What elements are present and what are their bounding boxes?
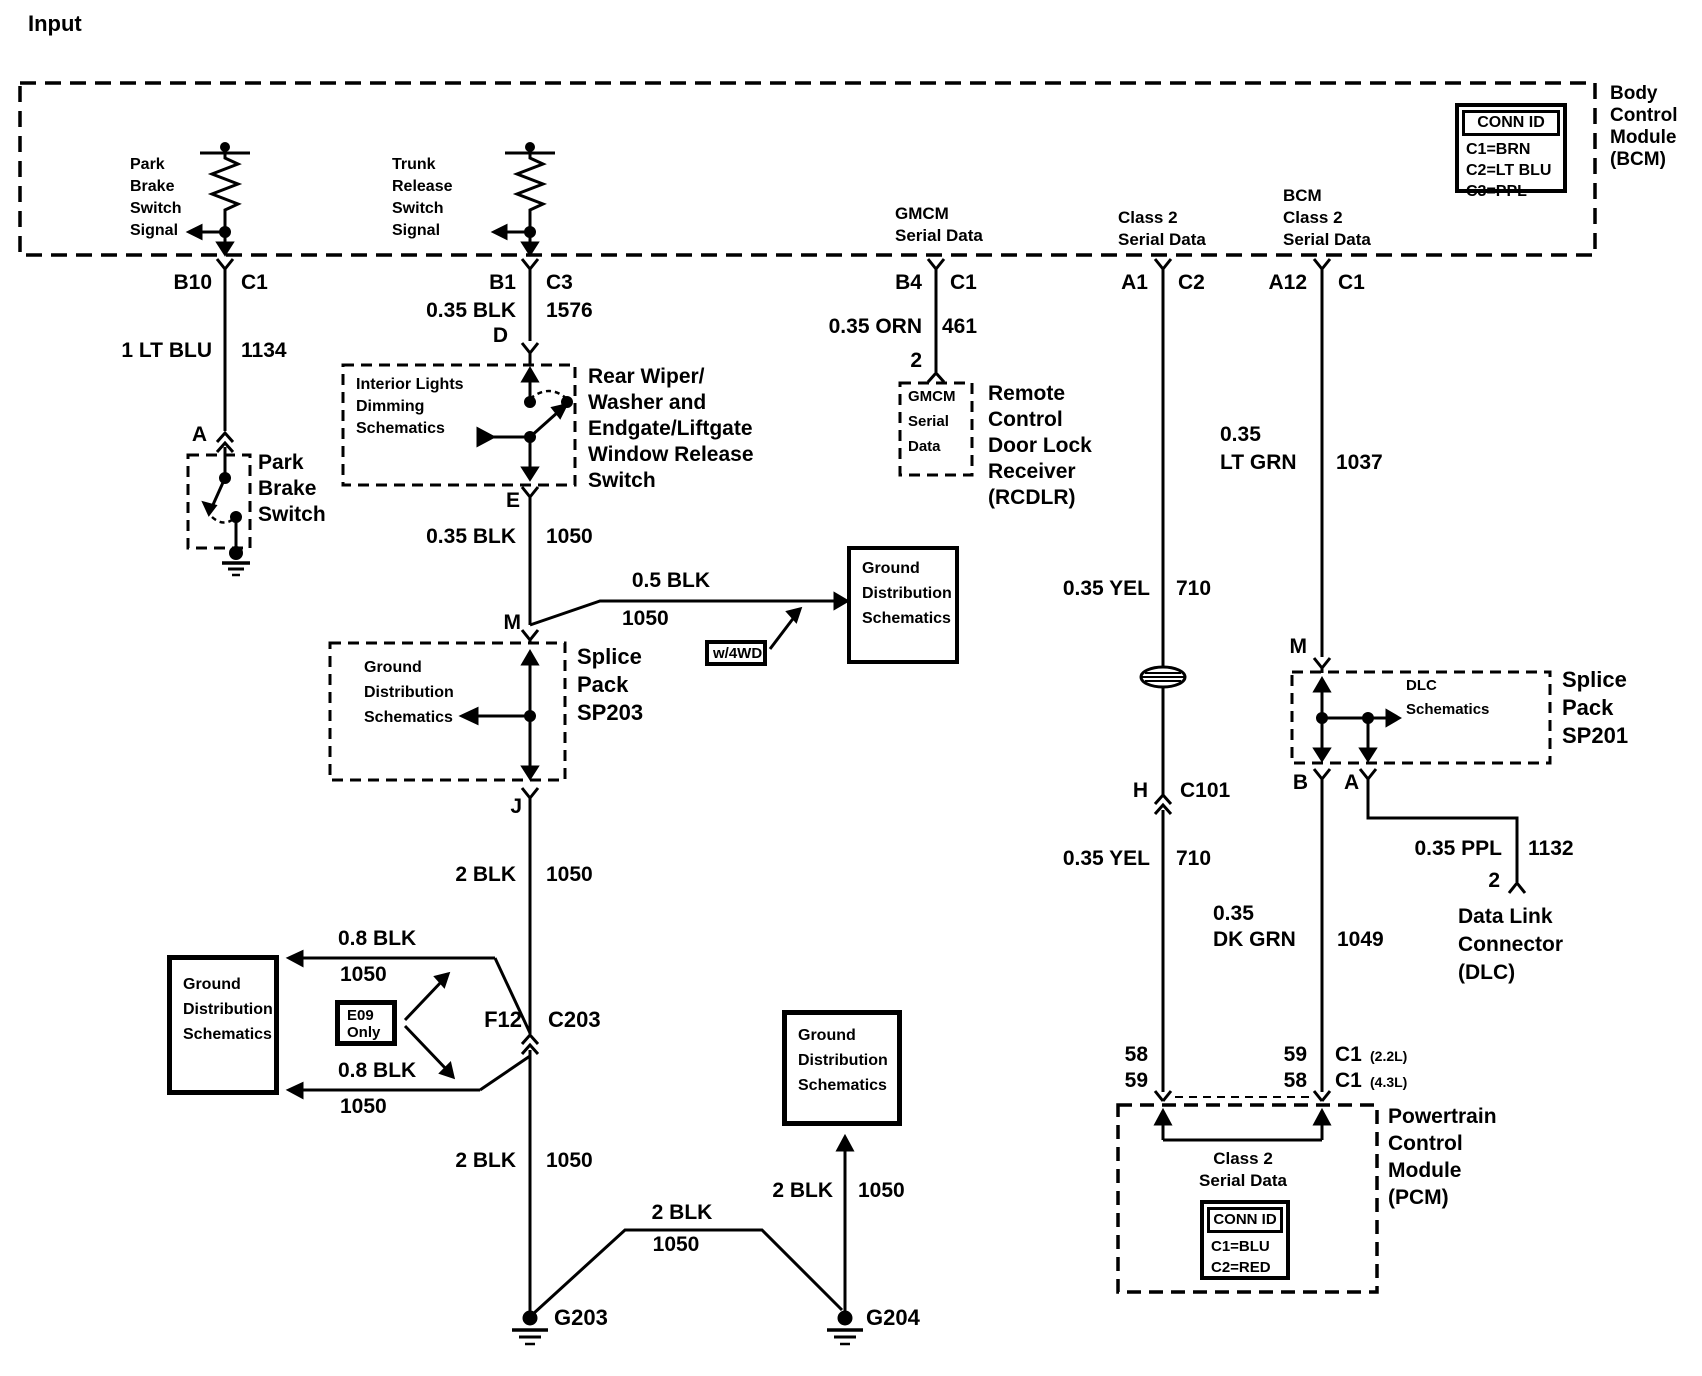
rcdlr-box-line: Serial [908, 413, 949, 430]
pin-a1-conn: C2 [1178, 271, 1205, 294]
interior-lights-label: Dimming [356, 398, 425, 415]
bcm-conn-id-title: CONN ID [1462, 110, 1560, 136]
sp201-b-wire [1314, 769, 1330, 1101]
rcdlr-box-line: Data [908, 438, 941, 455]
pin-a1: A1 [1121, 271, 1148, 294]
sp201-label: Splice [1562, 667, 1627, 692]
rear-wiper-label: Switch [588, 469, 656, 492]
pin-h: H [1132, 779, 1148, 802]
gd-left-line: Schematics [183, 1026, 272, 1043]
sp201-label: SP201 [1562, 723, 1629, 748]
dlc-wire [1360, 769, 1525, 893]
rcdlr-box-line: GMCM [908, 388, 956, 405]
dlc-label: (DLC) [1458, 961, 1516, 984]
bcm-class2-bus-label: Serial Data [1283, 230, 1371, 249]
ground-distribution-box-bottom [782, 1010, 902, 1126]
e09-line: E09 [347, 1007, 374, 1024]
pcm-conn-id-table [1200, 1200, 1290, 1280]
park-signal-line: Park [130, 156, 165, 173]
ground-distribution-box-left [167, 955, 279, 1095]
park-signal-line: Signal [130, 222, 179, 239]
sp201-ref-label: DLC [1406, 677, 1437, 694]
pin-e: E [505, 489, 520, 512]
pin-pcm-c1-22: C1 [1335, 1043, 1362, 1066]
park-brake-resistor [189, 144, 250, 255]
wire-ltgrn-size1: 0.35 [1220, 423, 1261, 446]
page-title: Input [28, 11, 82, 36]
gmcm-bus-label: Serial Data [895, 226, 983, 245]
park-signal-line: Brake [130, 178, 175, 195]
rear-wiper-label: Endgate/Liftgate [588, 417, 753, 440]
bcm-name-line: Control [1610, 105, 1678, 126]
trunk-signal-line: Signal [392, 222, 441, 239]
sp203-label: Splice [577, 644, 642, 669]
wire-yel2-size: 0.35 YEL [1062, 847, 1150, 870]
e09-line: Only [347, 1024, 381, 1041]
rear-wiper-label: Washer and [588, 391, 707, 414]
g203-ground-symbol [512, 1312, 548, 1344]
rcdlr-label: Door Lock [988, 434, 1092, 457]
gd-bottom-line: Schematics [798, 1077, 887, 1094]
wire-trunk-circuit: 1576 [546, 299, 593, 322]
rcdlr-label: Receiver [988, 460, 1076, 483]
sp201-ref-label: Schematics [1406, 701, 1490, 718]
wire-yel1-size: 0.35 YEL [1062, 577, 1150, 600]
wire-link-size: 2 BLK [651, 1201, 713, 1224]
pcm-name-line: Control [1388, 1132, 1463, 1155]
wire-dkgrn-size1: 0.35 [1213, 902, 1254, 925]
pin-a-sp201: A [1344, 771, 1360, 794]
pin-a-park: A [191, 423, 207, 446]
wire-gdtop-circuit: 1050 [340, 963, 387, 986]
pin-a12: A12 [1268, 271, 1307, 294]
ground-distribution-box-right [847, 546, 959, 664]
wire-gmcm-circuit: 461 [942, 315, 978, 338]
sp201-label: Pack [1562, 695, 1614, 720]
wire-trunk2-size: 0.35 BLK [426, 525, 516, 548]
wire-gdtop-size: 0.8 BLK [338, 927, 417, 950]
w4wd-box [705, 640, 767, 666]
wire-yel1-circuit: 710 [1176, 577, 1212, 600]
pin-c101: C101 [1180, 779, 1231, 802]
bcm-conn-id-table [1455, 103, 1567, 200]
pin-pcm-c1-43: C1 [1335, 1069, 1362, 1092]
gd-bottom-line: Distribution [798, 1052, 888, 1069]
ground-g203-label: G203 [554, 1305, 608, 1330]
dlc-label: Connector [1458, 933, 1563, 956]
pin-a12-conn: C1 [1338, 271, 1365, 294]
pcm-name-line: Powertrain [1388, 1105, 1497, 1128]
park-brake-label: Switch [258, 503, 326, 526]
pin-pcm-43l-note: (4.3L) [1370, 1074, 1408, 1090]
w4wd-label: w/4WD [713, 645, 763, 662]
gmcm-bus-label: GMCM [895, 204, 949, 223]
park-brake-wire [217, 259, 233, 477]
wire-park-size: 1 LT BLU [121, 339, 212, 362]
pin-m-sp201: M [1289, 635, 1307, 658]
bcm-conn-id-row: C3=PPL [1466, 183, 1527, 200]
wire-yel2-circuit: 710 [1176, 847, 1212, 870]
pin-b4-conn: C1 [950, 271, 977, 294]
wire-trunk2-circuit: 1050 [546, 525, 593, 548]
wire-05blk-size: 0.5 BLK [631, 569, 710, 592]
pcm-name-line: Module [1388, 1159, 1462, 1182]
pin-dlc-2: 2 [1488, 869, 1500, 892]
pin-b-sp201: B [1292, 771, 1308, 794]
pin-b1: B1 [489, 271, 516, 294]
interior-lights-label: Schematics [356, 420, 445, 437]
pin-c203: C203 [548, 1007, 601, 1032]
gd-right-line: Distribution [862, 585, 952, 602]
pcm-conn-id-row: C1=BLU [1211, 1238, 1270, 1255]
wire-ppl-circuit: 1132 [1528, 837, 1574, 860]
bcm-name-line: (BCM) [1610, 149, 1666, 170]
park-brake-switch-symbol [204, 474, 250, 576]
sp203-ref-label: Ground [364, 659, 422, 676]
sp203-symbol [462, 652, 537, 778]
pin-b4: B4 [895, 271, 922, 294]
wire-park-circuit: 1134 [241, 339, 287, 362]
pin-f12: F12 [484, 1007, 522, 1032]
bcm-class2-bus-label: Class 2 [1283, 208, 1343, 227]
trunk-signal-line: Release [392, 178, 453, 195]
trunk-signal-line: Switch [392, 200, 444, 217]
sp203-label: Pack [577, 672, 629, 697]
sp203-label: SP203 [577, 700, 644, 725]
pcm-conn-id-row: C2=RED [1211, 1259, 1271, 1276]
wire-gmcm-size: 0.35 ORN [828, 315, 922, 338]
rcdlr-label: Control [988, 408, 1063, 431]
bcm-name-line: Module [1610, 127, 1677, 148]
wire-g203-size: 2 BLK [455, 1149, 516, 1172]
pin-d: D [492, 324, 508, 347]
pin-b1-conn: C3 [546, 271, 573, 294]
wire-ppl-size: 0.35 PPL [1414, 837, 1502, 860]
gd-bottom-line: Ground [798, 1027, 856, 1044]
bcm-conn-id-row: C2=LT BLU [1466, 162, 1552, 179]
trunk-signal-line: Trunk [392, 156, 436, 173]
pcm-name-line: (PCM) [1388, 1186, 1449, 1209]
gd-right-line: Ground [862, 560, 920, 577]
interior-lights-label: Interior Lights [356, 376, 464, 393]
wire-g203-circuit: 1050 [546, 1149, 593, 1172]
pcm-bus-label: Class 2 [1213, 1149, 1273, 1168]
gd-left-line: Distribution [183, 1001, 273, 1018]
wire-link-circuit: 1050 [652, 1233, 700, 1256]
pin-pcm-58r: 58 [1283, 1069, 1307, 1092]
trunk-release-wire [522, 259, 538, 366]
park-brake-label: Park [258, 451, 304, 474]
bcm-class2-wire [1314, 259, 1330, 673]
class2-wire [1141, 259, 1185, 1101]
sp203-ref-label: Schematics [364, 709, 453, 726]
wire-g204-size: 2 BLK [772, 1179, 833, 1202]
pin-pcm-58: 58 [1124, 1043, 1148, 1066]
rcdlr-label: Remote [988, 382, 1066, 405]
pin-pcm-59r: 59 [1283, 1043, 1307, 1066]
sp201-symbol [1315, 679, 1399, 760]
pin-rcdlr-2: 2 [910, 349, 922, 372]
rear-wiper-switch-symbol [478, 369, 572, 479]
pin-pcm-59: 59 [1124, 1069, 1148, 1092]
rear-wiper-label: Rear Wiper/ [588, 365, 705, 388]
wire-gdbot-circuit: 1050 [340, 1095, 387, 1118]
wire-05blk-circuit: 1050 [622, 607, 669, 630]
rcdlr-label: (RCDLR) [988, 486, 1076, 509]
park-brake-label: Brake [258, 477, 317, 500]
wire-trunk-size: 0.35 BLK [426, 299, 516, 322]
bcm-name-line: Body [1610, 83, 1658, 104]
pin-b10: B10 [173, 271, 212, 294]
class2-bus-label: Serial Data [1118, 230, 1206, 249]
trunk-release-resistor [494, 144, 555, 255]
bcm-class2-bus-label: BCM [1283, 186, 1322, 205]
pin-j: J [510, 795, 522, 818]
wire-ltgrn-circuit: 1037 [1336, 451, 1383, 474]
gd-right-line: Schematics [862, 610, 951, 627]
ground-g204-label: G204 [866, 1305, 920, 1330]
park-brake-switch-outline [188, 455, 250, 548]
pin-m-sp203: M [503, 611, 521, 634]
sp203-ref-label: Distribution [364, 684, 454, 701]
park-signal-line: Switch [130, 200, 182, 217]
pcm-bus-label: Serial Data [1199, 1171, 1287, 1190]
wire-g204-circuit: 1050 [858, 1179, 905, 1202]
wire-dkgrn-size2: DK GRN [1213, 928, 1296, 951]
g204-wire [827, 1137, 863, 1344]
wire-dkgrn-circuit: 1049 [1337, 928, 1384, 951]
wire-ltgrn-size2: LT GRN [1220, 451, 1297, 474]
class2-bus-label: Class 2 [1118, 208, 1178, 227]
pin-pcm-22l-note: (2.2L) [1370, 1048, 1408, 1064]
wire-j2-size: 2 BLK [455, 863, 516, 886]
wire-j2-circuit: 1050 [546, 863, 593, 886]
dlc-label: Data Link [1458, 905, 1553, 928]
rear-wiper-label: Window Release [588, 443, 754, 466]
trunk-ground-wire [522, 487, 847, 649]
wire-gdbot-size: 0.8 BLK [338, 1059, 417, 1082]
bcm-conn-id-row: C1=BRN [1466, 141, 1531, 158]
pcm-conn-id-title: CONN ID [1207, 1207, 1283, 1233]
pin-b10-conn: C1 [241, 271, 268, 294]
gd-left-line: Ground [183, 976, 241, 993]
e09-only-box [335, 1000, 397, 1046]
